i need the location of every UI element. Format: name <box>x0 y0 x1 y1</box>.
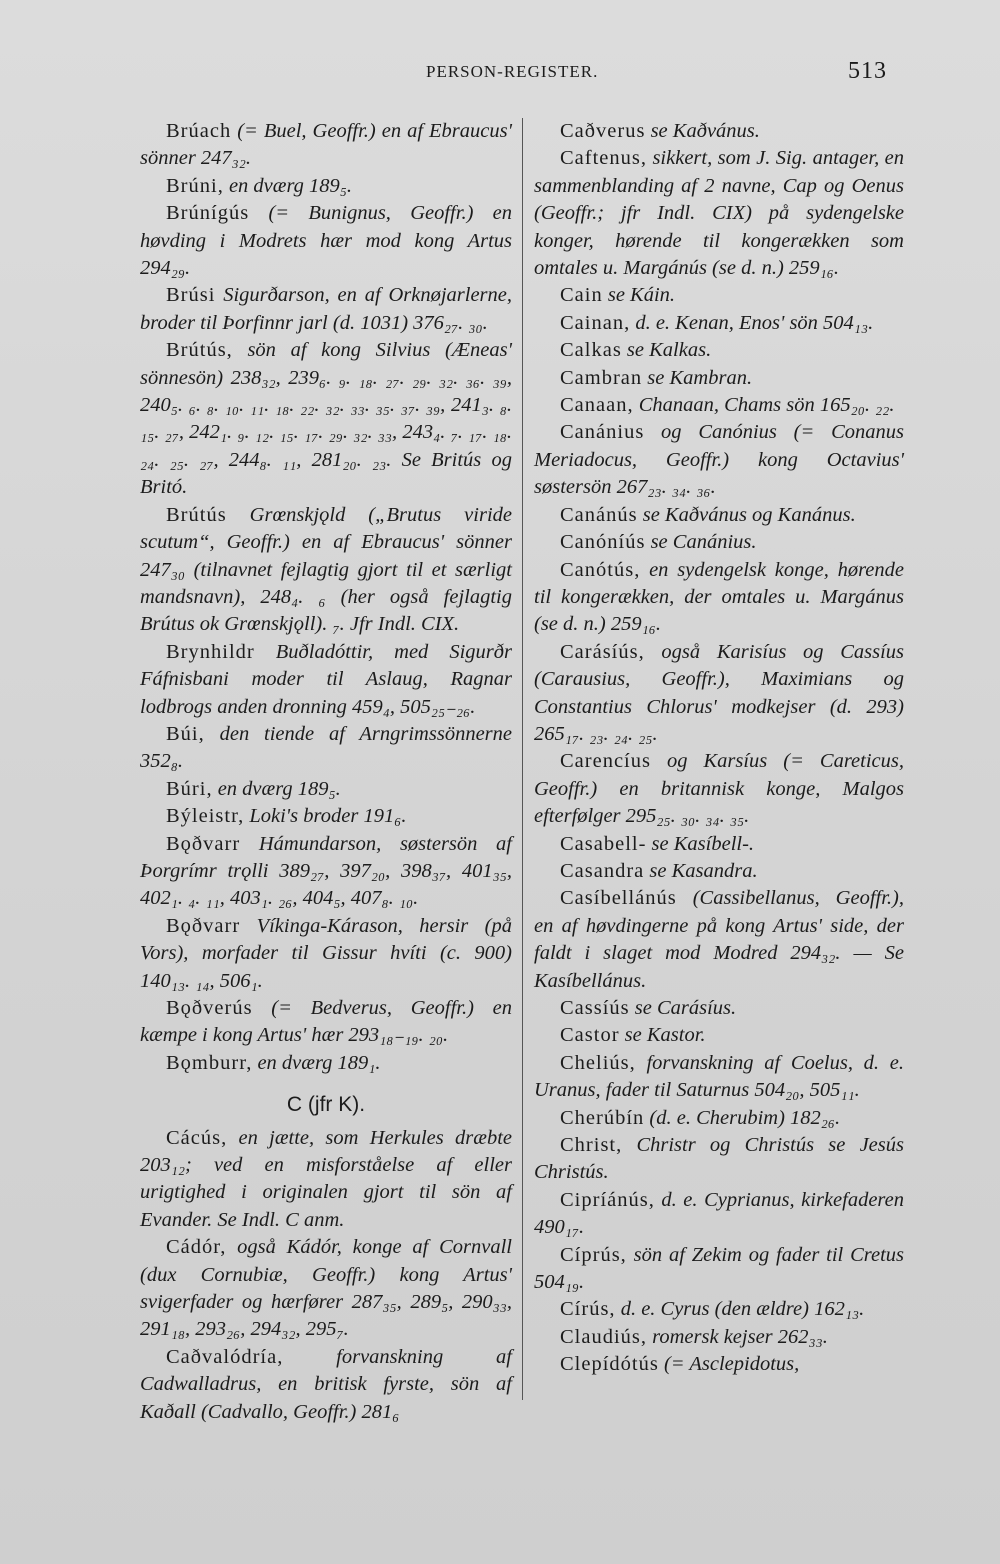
index-entry <box>534 1050 904 1105</box>
index-entry <box>534 502 904 529</box>
entry-gloss: forvanskning af Cadwalladrus, en britisk fyrste, sön af Kaðall (Cadvallo, Geoffr.) 281₆ <box>140 1345 512 1423</box>
entry-headword: Carencíus <box>560 750 651 773</box>
section-heading-c: C (jfr K). <box>286 1093 366 1117</box>
entry-gloss: Buðladóttir, med Sigurðr Fáfnisbani moder til Aslaug, Ragnar lodbrogs anden dronning 459₄, 505₂₅₋₂₆. <box>140 640 512 718</box>
entry-gloss: se Kastor. <box>619 1024 706 1047</box>
entry-gloss: d. e. Kenan, Enos' sön 504₁₃. <box>630 311 874 334</box>
index-entry <box>140 1344 512 1426</box>
entry-headword: Cherúbín <box>560 1106 645 1129</box>
entry-headword: Brúsi <box>166 284 216 307</box>
entry-headword: Bǫðvarr <box>166 832 241 855</box>
entry-headword: Canaan, <box>560 394 634 417</box>
entry-list-c-continued <box>534 118 904 1379</box>
index-entry <box>534 885 904 995</box>
index-entry <box>140 173 512 200</box>
entry-gloss: Chanaan, Chams sön 165₂₀. ₂₂. <box>633 394 895 417</box>
index-entry <box>534 1105 904 1132</box>
entry-headword: Casabell- <box>560 832 647 855</box>
index-entry <box>534 831 904 858</box>
entry-list-c <box>140 1125 512 1426</box>
entry-list-b <box>140 118 512 1077</box>
column-divider <box>522 118 523 1400</box>
entry-gloss: se Káin. <box>602 284 676 307</box>
index-entry <box>140 639 512 721</box>
entry-headword: Caðvalódría, <box>166 1345 284 1368</box>
entry-gloss: d. e. Cyprianus, kirkefaderen 490₁₇. <box>534 1188 904 1239</box>
entry-gloss: også Karisíus og Cassíus (Carausius, Geoffr.), Maximians og Constantius Chlorus' modkejser (d. 293) 265₁₇. ₂₃. ₂₄. ₂₅. <box>534 640 904 745</box>
running-head: PERSON-REGISTER. <box>426 62 599 81</box>
entry-headword: Círús, <box>560 1298 616 1321</box>
entry-headword: Bǫmburr, <box>166 1051 253 1074</box>
entry-headword: Canánius <box>560 421 645 444</box>
entry-gloss: en dværg 189₁. <box>252 1051 381 1074</box>
entry-gloss: sön af kong Silvius (Æneas' sönnesön) 238₃₂, 239₆. ₉. ₁₈. ₂₇. ₂₉. ₃₂. ₃₆. ₃₉, 240₅. ₆. ₈. ₁₀. ₁₁. ₁₈. ₂₂. ₃₂. ₃₃. ₃₅. ₃₇. ₃₉, 241₃. ₈. ₁₅. ₂₇, 242₁. ₉. ₁₂. ₁₅. ₁₇. ₂₉. ₃₂. ₃₃, 243₄. ₇. ₁₇. ₁₈. ₂₄. ₂₅. ₂₇, 244₈. ₁₁, 281₂₀. ₂₃. Se Britús og Britó. <box>140 339 512 499</box>
index-entry <box>534 282 904 309</box>
entry-gloss: sikkert, som J. Sig. antager, en sammenblanding af 2 navne, Cap og Oenus (Geoffr.; jfr Indl. CIX) på sydengelske konger, hørende til kongerækken som omtales u. Margánús (se d. n.) 259₁₆. <box>534 147 904 280</box>
entry-headword: Cassíús <box>560 997 630 1019</box>
entry-gloss: også Kádór, konge af Cornvall (dux Cornubiæ, Geoffr.) kong Artus' svigerfader og hærfører 287₃₅, 289₅, 290₃₃, 291₁₈, 293₂₆, 294₃₂, 295₇. <box>140 1236 512 1341</box>
entry-headword: Cácús, <box>166 1126 228 1149</box>
index-entry <box>534 419 904 501</box>
page-number: 513 <box>848 58 887 84</box>
entry-gloss: se Kasandra. <box>644 859 758 882</box>
entry-gloss: Víkinga-Kárason, hersir (på Vors), morfader til Gissur hvíti (c. 900) 140₁₃. ₁₄, 506₁. <box>140 914 512 992</box>
entry-headword: Cambran <box>560 366 643 389</box>
entry-gloss: (d. e. Cherubim) 182₂₆. <box>644 1106 841 1129</box>
entry-headword: Canótús, <box>560 558 641 581</box>
entry-gloss: Hámundarson, søstersön af Þorgrímr trǫlli 389₂₇, 397₂₀, 398₃₇, 401₃₅, 402₁. ₄. ₁₁, 403₁. ₂₆, 404₅, 407₈. ₁₀. <box>140 832 512 910</box>
entry-headword: Canóníús <box>560 531 646 554</box>
entry-headword: Cipríánús, <box>560 1188 655 1211</box>
index-entry <box>140 913 512 995</box>
index-entry <box>534 1242 904 1297</box>
entry-headword: Cíprús, <box>560 1243 627 1266</box>
index-entry <box>140 200 512 282</box>
entry-headword: Caftenus, <box>560 147 647 170</box>
entry-headword: Casíbellánús <box>560 887 677 910</box>
entry-headword: Calkas <box>560 339 622 362</box>
entry-headword: Búi, <box>166 722 205 745</box>
entry-headword: Brútús <box>166 503 227 526</box>
entry-headword: Carásíús, <box>560 640 645 663</box>
entry-headword: Christ, <box>560 1134 623 1157</box>
entry-gloss: se Canánius. <box>645 531 757 554</box>
entry-headword: Brúnígús <box>166 202 250 225</box>
index-entry <box>534 145 904 282</box>
index-entry <box>140 502 512 639</box>
index-entry <box>534 1351 904 1378</box>
entry-headword: Cádór, <box>166 1236 227 1259</box>
entry-headword: Brúni, <box>166 174 224 197</box>
index-entry <box>534 529 904 556</box>
index-entry <box>140 1125 512 1235</box>
entry-gloss: Grœnskjǫld („Brutus viride scutum“, Geoffr.) en af Ebraucus' sönner 247₃₀ (tilnavnet fejlagtig gjort til et særligt mandsnavn), 248₄. ₆ (her også fejlagtig Brútus ok Grœnskjǫll). ₇. Jfr Indl. CIX. <box>140 503 512 636</box>
index-entry <box>140 721 512 776</box>
entry-headword: Býleistr, <box>166 805 245 828</box>
entry-headword: Bǫðvarr <box>166 914 241 937</box>
index-entry <box>140 803 512 830</box>
entry-headword: Cainan, <box>560 311 631 334</box>
index-entry <box>534 365 904 392</box>
entry-headword: Claudiús, <box>560 1325 648 1348</box>
entry-gloss: en sydengelsk konge, hørende til kongerækken, der omtales u. Margánus (se d. n.) 259₁₆. <box>534 558 904 636</box>
index-entry <box>534 392 904 419</box>
entry-gloss: (= Bunignus, Geoffr.) en høvding i Modrets hær mod kong Artus 294₂₉. <box>140 202 512 280</box>
index-entry <box>140 776 512 803</box>
entry-gloss: (Cassibellanus, Geoffr.), en af høvdingerne på kong Artus' side, der faldt i slaget mod Modred 294₃₂. — Se Kasíbellánus. <box>534 887 904 992</box>
index-entry <box>534 337 904 364</box>
entry-gloss: romersk kejser 262₃₃. <box>647 1325 828 1348</box>
entry-headword: Bǫðverús <box>166 997 253 1019</box>
left-column <box>140 118 512 1426</box>
entry-headword: Brynhildr <box>166 640 255 663</box>
entry-gloss: se Kambran. <box>642 366 753 389</box>
entry-gloss: (= Asclepidotus, <box>658 1353 800 1376</box>
index-entry <box>534 1132 904 1187</box>
entry-headword: Castor <box>560 1024 620 1047</box>
entry-gloss: den tiende af Arngrimssönnerne 352₈. <box>140 722 512 773</box>
entry-gloss: sön af Zekim og fader til Cretus 504₁₉. <box>534 1243 904 1294</box>
index-entry <box>534 1324 904 1351</box>
index-entry <box>534 118 904 145</box>
entry-gloss: en jætte, som Herkules dræbte 203₁₂; ved en misforståelse af eller urigtighed i originalen gjort til sön af Evander. Se Indl. C anm. <box>140 1126 512 1231</box>
entry-gloss: se Carásíus. <box>629 997 737 1019</box>
index-entry <box>534 995 904 1022</box>
index-entry <box>534 858 904 885</box>
entry-headword: Cheliús, <box>560 1051 636 1074</box>
entry-headword: Brúach <box>166 120 232 142</box>
index-entry <box>534 639 904 749</box>
entry-gloss: d. e. Cyrus (den ældre) 162₁₃. <box>615 1298 865 1321</box>
index-entry <box>534 1296 904 1323</box>
index-entry <box>140 831 512 913</box>
entry-gloss: Christr og Christús se Jesús Christús. <box>534 1134 904 1184</box>
index-entry <box>140 282 512 337</box>
entry-gloss: se Kasíbell-. <box>646 832 755 855</box>
entry-headword: Casandra <box>560 859 645 882</box>
right-column <box>534 118 904 1379</box>
index-entry <box>140 337 512 501</box>
entry-gloss: en dværg 189₅. <box>212 777 341 800</box>
entry-gloss: se Kalkas. <box>621 339 712 362</box>
entry-gloss: se Kaðvánus og Kanánus. <box>637 503 856 526</box>
entry-headword: Brútús, <box>166 339 233 362</box>
index-entry <box>534 557 904 639</box>
index-entry <box>534 310 904 337</box>
entry-headword: Canánús <box>560 503 638 526</box>
entry-gloss: (= Bedverus, Geoffr.) en kæmpe i kong Artus' hær 293₁₈₋₁₉. ₂₀. <box>140 997 512 1047</box>
entry-gloss: (= Buel, Geoffr.) en af Ebraucus' sönner 247₃₂. <box>140 120 512 170</box>
index-entry <box>140 118 512 173</box>
index-entry <box>534 1022 904 1049</box>
index-entry <box>534 748 904 830</box>
entry-headword: Clepídótús <box>560 1353 659 1376</box>
index-entry <box>140 995 512 1050</box>
entry-headword: Cain <box>560 284 603 307</box>
entry-gloss: Sigurðarson, en af Orknøjarlerne, broder til Þorfinnr jarl (d. 1031) 376₂₇. ₃₀. <box>140 284 512 334</box>
entry-gloss: Loki's broder 191₆. <box>244 805 407 828</box>
entry-gloss: forvanskning af Coelus, d. e. Uranus, fader til Saturnus 504₂₀, 505₁₁. <box>534 1051 904 1102</box>
entry-gloss: se Kaðvánus. <box>645 120 760 142</box>
index-entry <box>140 1234 512 1344</box>
entry-headword: Búri, <box>166 777 213 800</box>
entry-gloss: og Karsíus (= Careticus, Geoffr.) en britannisk konge, Malgos efterfølger 295₂₅. ₃₀. ₃₄. ₃₅. <box>534 750 904 828</box>
index-entry <box>140 1050 512 1077</box>
entry-headword: Caðverus <box>560 120 646 142</box>
index-entry <box>534 1187 904 1242</box>
entry-gloss: og Canónius (= Conanus Meriadocus, Geoffr.) kong Octavius' søstersön 267₂₃. ₃₄. ₃₆. <box>534 421 904 499</box>
entry-gloss: en dværg 189₅. <box>223 174 353 197</box>
